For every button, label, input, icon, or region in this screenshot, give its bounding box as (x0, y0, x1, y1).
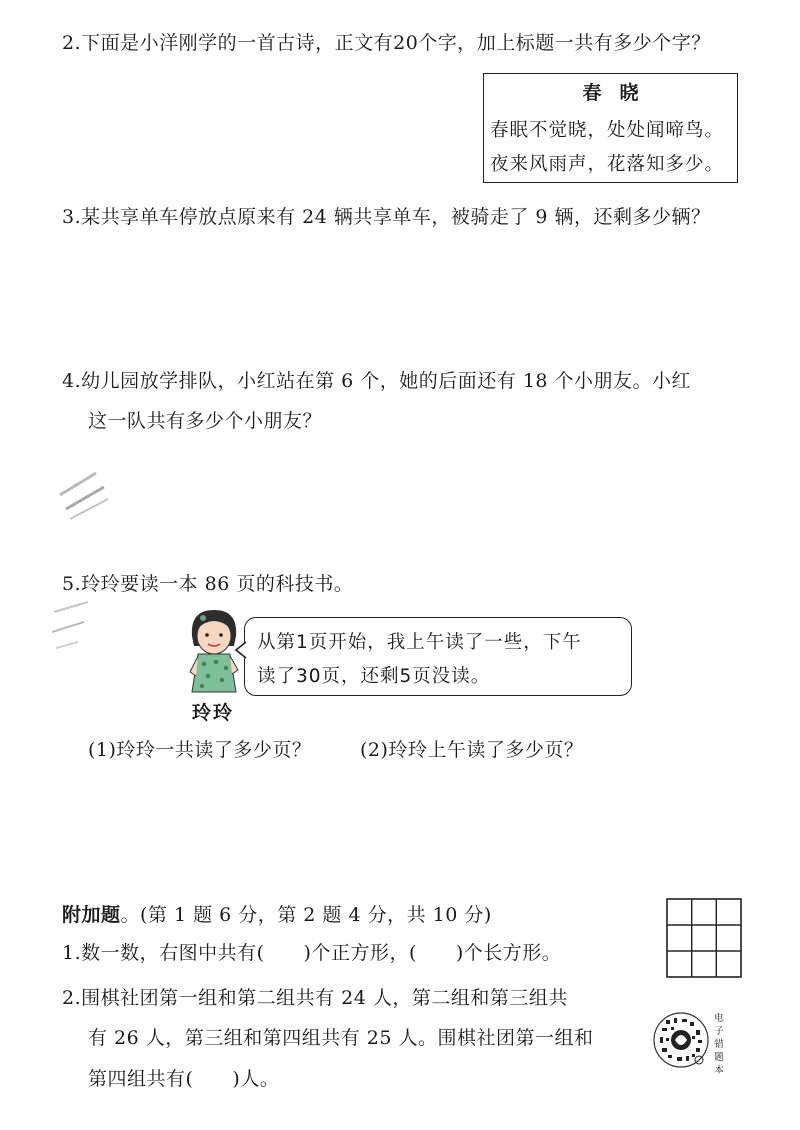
question-4-line-2: 这一队共有多少个小朋友？ (88, 410, 323, 432)
scan-smudge (48, 598, 108, 654)
bonus-question-2-line-3: 第四组共有( )人。 (88, 1068, 280, 1090)
qr-code[interactable] (652, 1010, 710, 1070)
question-5-sub-1: (1)玲玲一共读了多少页？ (88, 739, 312, 761)
poem-line-2: 夜来风雨声，花落知多少。 (490, 154, 725, 175)
square-counting-grid (666, 898, 742, 978)
speech-bubble (244, 617, 632, 696)
poem-line-1: 春眠不觉晓，处处闻啼鸟。 (490, 120, 725, 141)
question-4-line-1: 4.幼儿园放学排队，小红站在第 6 个，她的后面还有 18 个小朋友。小红 (62, 370, 692, 392)
question-3-text: 3.某共享单车停放点原来有 24 辆共享单车，被骑走了 9 辆，还剩多少辆？ (62, 206, 711, 228)
bonus-score-info: 。(第 1 题 6 分，第 2 题 4 分，共 10 分) (120, 904, 492, 926)
bonus-question-1: 1.数一数，右图中共有( )个正方形，( )个长方形。 (62, 942, 562, 964)
qr-label: 电子错题本 (714, 1013, 724, 1076)
bonus-title: 附加题 (62, 904, 121, 926)
speech-bubble-tail (234, 640, 248, 660)
bonus-question-2-line-2: 有 26 人，第三组和第四组共有 25 人。围棋社团第一组和 (88, 1027, 594, 1049)
question-5-text: 5.玲玲要读一本 86 页的科技书。 (62, 573, 354, 595)
poem-box (483, 73, 738, 183)
question-5-sub-2: (2)玲玲上午读了多少页？ (360, 739, 584, 761)
poem-title: 春晓 (582, 82, 657, 104)
scan-smudge (52, 465, 112, 525)
bonus-header (62, 902, 492, 928)
question-2-text: 2.下面是小洋刚学的一首古诗，正文有20个字，加上标题一共有多少个字？ (62, 32, 711, 54)
bonus-question-2-line-1: 2.围棋社团第一组和第二组共有 24 人，第二组和第三组共 (62, 987, 568, 1009)
speaker-name: 玲玲 (192, 702, 235, 724)
speech-line-2: 读了30页，还剩5页没读。 (257, 666, 491, 687)
speech-line-1: 从第1页开始，我上午读了一些，下午 (257, 632, 582, 653)
